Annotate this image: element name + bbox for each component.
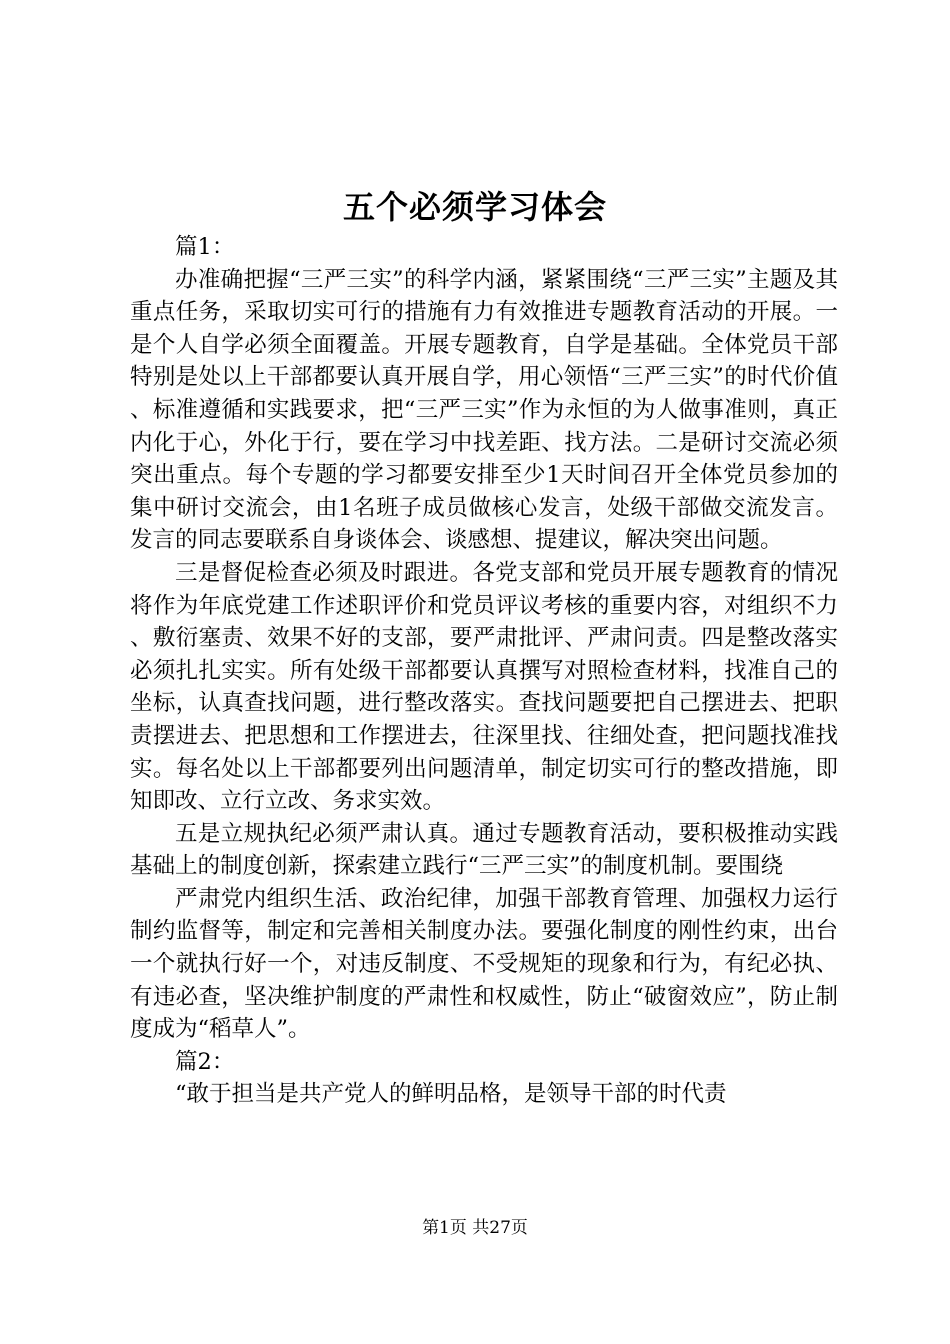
paragraph-3: 五是立规执纪必须严肃认真。通过专题教育活动，要积极推动实践基础上的制度创新，探索建立践行“三严三实”的制度机制。要围绕	[130, 820, 838, 880]
document-title: 五个必须学习体会	[342, 188, 607, 226]
section-heading-1: 篇1：	[175, 234, 235, 260]
paragraph-1: 办准确把握“三严三实”的科学内涵，紧紧围绕“三严三实”主题及其重点任务，采取切实可行的措施有力有效推进专题教育活动的开展。一是个人自学必须全面覆盖。开展专题教育，自学是基础。全体党员干部特别是处以上干部都要认真开展自学，用心领悟“三严三实”的时代价值、标准遵循和实践要求，把“三严三实”作为永恒的为人做事准则，真正内化于心，外化于行，要在学习中找差距、找方法。二是研讨交流必须突出重点。每个专题的学习都要安排至少1天时间召开全体党员参加的集中研讨交流会，由1名班子成员做核心发言，处级干部做交流发言。发言的同志要联系自身谈体会、谈感想、提建议，解决突出问题。	[130, 266, 838, 554]
page-number-footer: 第1页 共27页	[422, 1218, 528, 1238]
document-body	[130, 231, 838, 1111]
paragraph-5: “敢于担当是共产党人的鲜明品格，是领导干部的时代责	[175, 1081, 727, 1108]
paragraph-2: 三是督促检查必须及时跟进。各党支部和党员开展专题教育的情况将作为年底党建工作述职评价和党员评议考核的重要内容，对组织不力、敷衍塞责、效果不好的支部，要严肃批评、严肃问责。四是整改落实必须扎扎实实。所有处级干部都要认真撰写对照检查材料，找准自己的坐标，认真查找问题，进行整改落实。查找问题要把自己摆进去、把职责摆进去、把思想和工作摆进去，往深里找、往细处查，把问题找准找实。每名处以上干部都要列出问题清单，制定切实可行的整改措施，即知即改、立行立改、务求实效。	[130, 559, 838, 815]
section-heading-2: 篇2：	[175, 1048, 235, 1075]
paragraph-4: 严肃党内组织生活、政治纪律，加强干部教育管理、加强权力运行制约监督等，制定和完善相关制度办法。要强化制度的刚性约束，出台一个就执行好一个，对违反制度、不受规矩的现象和行为，有纪必执、有违必查，坚决维护制度的严肃性和权威性，防止“破窗效应”，防止制度成为“稻草人”。	[130, 885, 838, 1043]
